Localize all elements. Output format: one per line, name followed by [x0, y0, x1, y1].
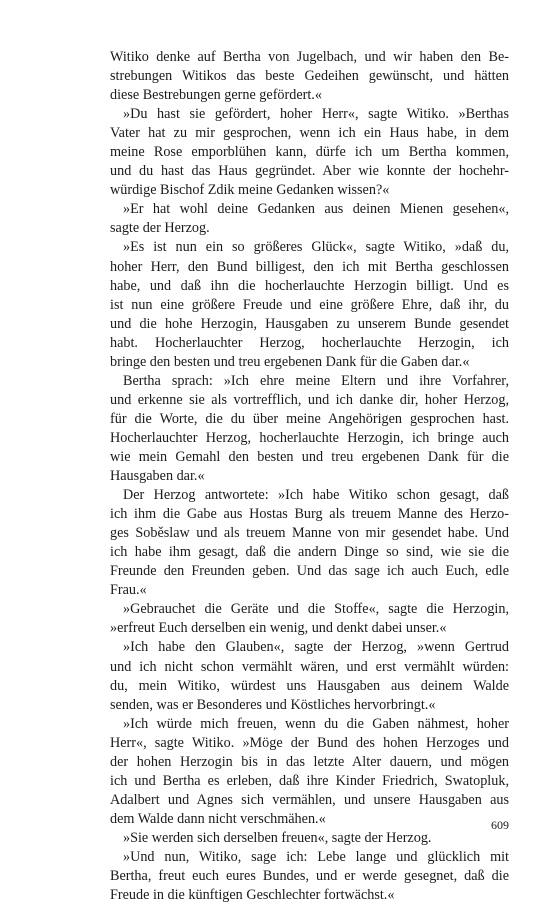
- text-line: Herr«, sagte Witiko. »Möge der Bund des hohen Herzoges und: [110, 734, 509, 751]
- text-line: hoher Herr, den Bund billigest, den ich mit Bertha geschlossen: [110, 258, 509, 275]
- text-line: habt. Hocherlauchter Herzog, hocherlauchte Herzogin, ich: [110, 334, 509, 351]
- text-line: meine Rose emporblühen kann, dürfe ich um Bertha kommen,: [110, 144, 509, 161]
- text-line: »Gebrauchet die Geräte und die Stoffe«, sagte die Herzogin,: [123, 601, 509, 618]
- text-line: »Du hast sie gefördert, hoher Herr«, sagte Witiko. »Berthas: [123, 106, 509, 123]
- text-block: [110, 48, 509, 905]
- text-line: Bertha, freut euch eures Bundes, und er werde gesegnet, daß die: [110, 868, 509, 885]
- text-line: »Er hat wohl deine Gedanken aus deinen Mienen gesehen«,: [123, 201, 509, 218]
- text-line: strebungen Witikos das beste Gedeihen gewünscht, und hätten: [110, 68, 509, 85]
- text-line: Frau.«: [110, 582, 147, 599]
- text-line: »Es ist nun ein so größeres Glück«, sagte Witiko, »daß du,: [123, 239, 509, 256]
- text-line: habe, und daß ihn die hocherlauchte Herzogin billigt. Und es: [110, 277, 509, 294]
- text-line: Witiko denke auf Bertha von Jugelbach, und wir haben den Be-: [110, 49, 509, 65]
- text-line: und du hast das Haus gegründet. Aber wie konnte der hochehr-: [110, 163, 509, 180]
- text-line: ist nun eine größere Freude und eine größere Ehre, daß ihr, du: [110, 296, 509, 313]
- text-line: und erkenne sie als vortrefflich, und ich danke dir, hoher Herzog,: [110, 391, 509, 408]
- page-number: 609: [491, 818, 509, 832]
- text-line: sagte der Herzog.: [110, 220, 210, 237]
- text-line: Freunde den Freunden geben. Und das sage ich auch Euch, edle: [110, 563, 509, 580]
- text-line: »Ich habe den Glauben«, sagte der Herzog, »wenn Gertrud: [123, 639, 509, 656]
- text-line: »erfreut Euch derselben ein wenig, und denkt dabei unser.«: [110, 620, 447, 637]
- text-line: ges Soběslaw und als treuem Manne von mir gesendet habe. Und: [110, 525, 509, 542]
- text-line: Der Herzog antwortete: »Ich habe Witiko schon gesagt, daß: [123, 487, 509, 504]
- text-line: würdige Bischof Zdik meine Gedanken wissen?«: [110, 182, 390, 199]
- text-line: diese Bestrebungen gerne gefördert.«: [110, 87, 322, 104]
- text-line: ich und Bertha es erleben, daß ihre Kinder Friedrich, Swatopluk,: [110, 772, 509, 789]
- text-line: »Und nun, Witiko, sage ich: Lebe lange und glücklich mit: [123, 848, 509, 865]
- text-line: Freude in die künftigen Geschlechter fortwächst.«: [110, 887, 395, 904]
- text-line: Hocherlauchter Herzog, hocherlauchte Herzogin, ich bringe auch: [110, 429, 509, 446]
- text-line: Hausgaben dar.«: [110, 468, 205, 485]
- text-line: Bertha sprach: »Ich ehre meine Eltern und ihre Vorfahrer,: [123, 372, 509, 389]
- text-line: und die hohe Herzogin, Hausgaben zu unserem Bunde gesendet: [110, 315, 509, 332]
- text-line: dem Walde dann nicht verschmähen.«: [110, 810, 326, 827]
- text-line: der hohen Herzogin bis in das letzte Alter dauern, und mögen: [110, 753, 509, 770]
- text-line: und ich nicht schon vermählt wären, und erst vermählt würden:: [110, 658, 509, 675]
- text-line: ich ihm die Gabe aus Hostas Burg als treuem Manne des Herzo-: [110, 506, 509, 523]
- text-line: für die Worte, die du über meine Angehörigen gesprochen hast.: [110, 410, 509, 427]
- text-line: Vater hat zu mir gesprochen, wenn ich ein Haus habe, in dem: [110, 125, 509, 142]
- text-line: »Sie werden sich derselben freuen«, sagte der Herzog.: [123, 829, 432, 846]
- text-line: ich habe ihm gesagt, daß die andern Dinge so sind, wie sie die: [110, 544, 509, 561]
- text-line: »Ich würde mich freuen, wenn du die Gaben nähmest, hoher: [123, 715, 509, 732]
- text-line: du, mein Witiko, würdest uns Hausgaben aus deinem Walde: [110, 677, 509, 694]
- text-line: Adalbert und Agnes sich vermählen, und unsere Hausgaben aus: [110, 791, 509, 808]
- text-line: wie mein Gemahl den besten und treu ergebenen Dank für die: [110, 448, 509, 465]
- text-line: senden, was er Besonderes und Köstliches hervorbringt.«: [110, 696, 436, 713]
- text-line: bringe den besten und treu ergebenen Dank für die Gaben dar.«: [110, 353, 470, 370]
